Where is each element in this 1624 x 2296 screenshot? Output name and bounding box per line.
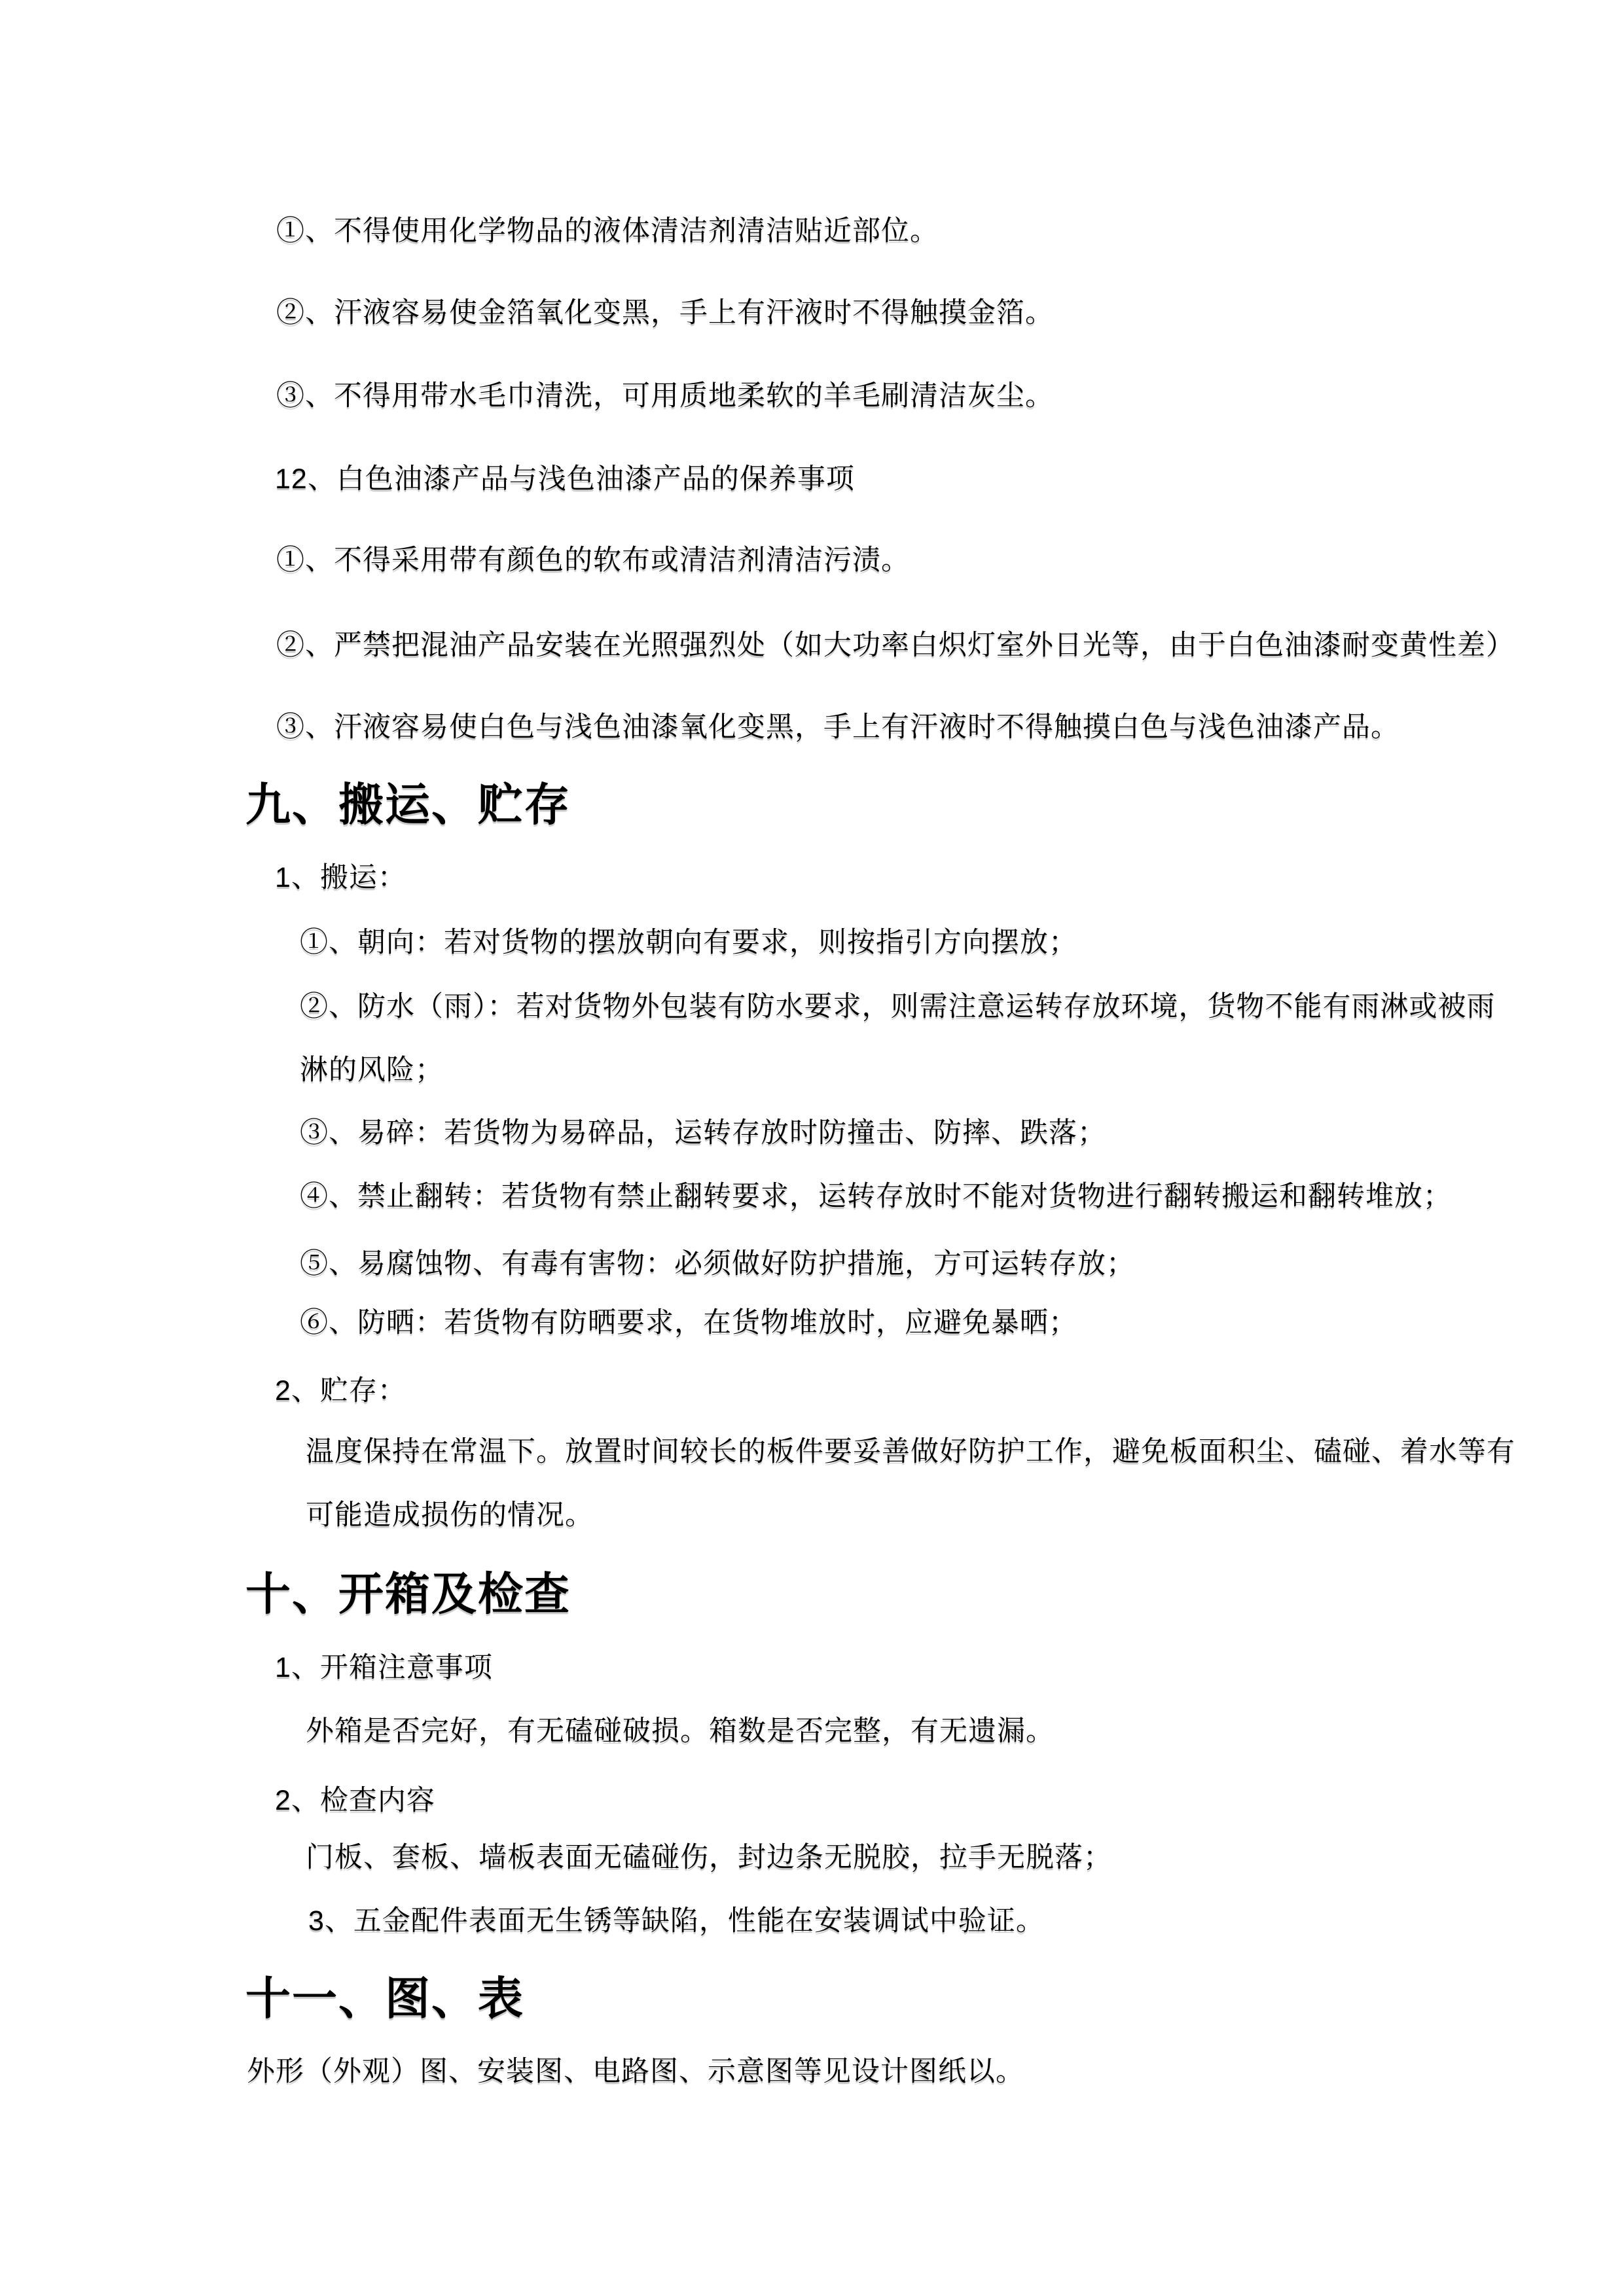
inspection-content-label: 2、检查内容 (275, 1785, 435, 1816)
storage-paragraph-line-2: 可能造成损伤的情况。 (306, 1499, 594, 1531)
transport-item-5: ⑤、易腐蚀物、有毒有害物：必须做好防护措施，方可运转存放； (300, 1248, 1135, 1280)
transport-sublabel: 1、搬运： (275, 862, 406, 893)
figures-body-text: 外形（外观）图、安装图、电路图、示意图等见设计图纸以。 (247, 2056, 1024, 2087)
transport-item-2: ②、防水（雨）：若对货物外包装有防水要求，则需注意运转存放环境，货物不能有雨淋或被雨 (300, 991, 1496, 1022)
section-heading-transport-storage: 九、搬运、贮存 (245, 780, 571, 830)
paint-care-item-1: ①、不得采用带有颜色的软布或清洁剂清洁污渍。 (276, 545, 910, 576)
care-list-item-3: ③、不得用带水毛巾清洗，可用质地柔软的羊毛刷清洁灰尘。 (276, 380, 1054, 412)
paint-care-item-2: ②、严禁把混油产品安装在光照强烈处（如大功率白炽灯室外日光等，由于白色油漆耐变黄性差） (276, 630, 1515, 661)
transport-item-2-continuation: 淋的风险； (300, 1054, 444, 1086)
section-heading-figures-tables: 十一、图、表 (245, 1973, 524, 2024)
transport-item-6: ⑥、防晒：若货物有防晒要求，在货物堆放时，应避免暴晒； (300, 1307, 1077, 1338)
storage-sublabel: 2、贮存： (275, 1375, 406, 1407)
paint-care-item-3: ③、汗液容易使白色与浅色油漆氧化变黑，手上有汗液时不得触摸白色与浅色油漆产品。 (276, 711, 1399, 743)
transport-item-1: ①、朝向：若对货物的摆放朝向有要求，则按指引方向摆放； (300, 927, 1077, 958)
care-list-item-1: ①、不得使用化学物品的液体清洁剂清洁贴近部位。 (276, 215, 939, 247)
section-heading-unboxing-inspection: 十、开箱及检查 (245, 1569, 571, 1619)
care-list-item-12: 12、白色油漆产品与浅色油漆产品的保养事项 (275, 463, 855, 495)
transport-item-3: ③、易碎：若货物为易碎品，运转存放时防撞击、防摔、跌落； (300, 1117, 1106, 1149)
unboxing-notes-text: 外箱是否完好，有无磕碰破损。箱数是否完整，有无遗漏。 (306, 1715, 1055, 1747)
unboxing-notes-label: 1、开箱注意事项 (275, 1652, 493, 1683)
care-list-item-2: ②、汗液容易使金箔氧化变黑，手上有汗液时不得触摸金箔。 (276, 297, 1054, 329)
hardware-inspection-text: 3、五金配件表面无生锈等缺陷，性能在安装调试中验证。 (308, 1905, 1045, 1937)
inspection-content-text: 门板、套板、墙板表面无磕碰伤，封边条无脱胶，拉手无脱落； (306, 1842, 1112, 1873)
storage-paragraph-line-1: 温度保持在常温下。放置时间较长的板件要妥善做好防护工作，避免板面积尘、磕碰、着水等有 (306, 1436, 1515, 1467)
transport-item-4: ④、禁止翻转：若货物有禁止翻转要求，运转存放时不能对货物进行翻转搬运和翻转堆放； (300, 1181, 1452, 1212)
